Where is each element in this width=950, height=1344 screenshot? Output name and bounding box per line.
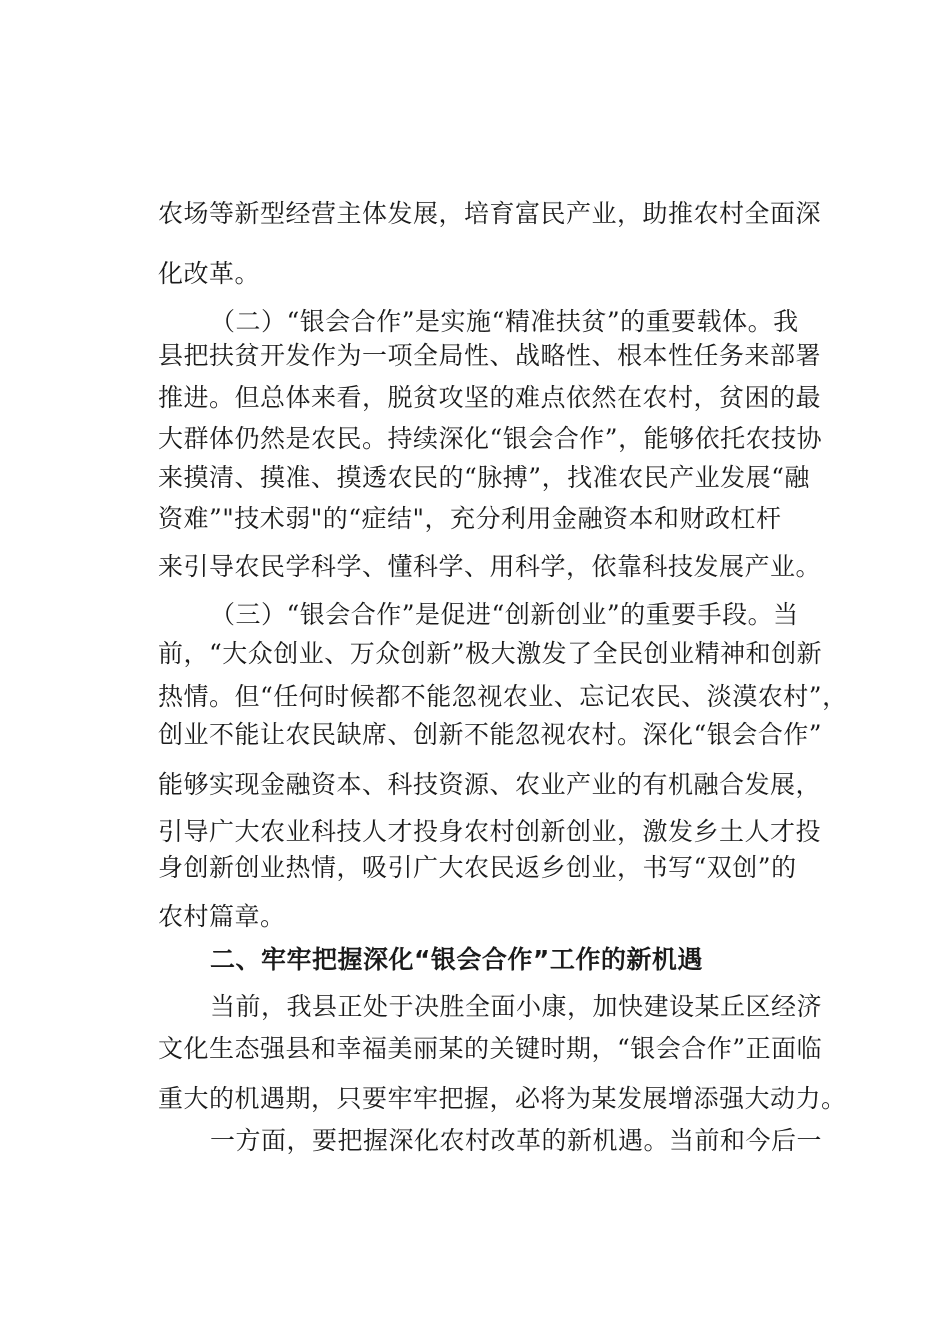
- paragraph-line: 推进。但总体来看，脱贫攻坚的难点依然在农村，贫困的最: [158, 383, 822, 412]
- paragraph-line: 创业不能让农民缺席、创新不能忽视农村。深化“银会合作”: [158, 720, 823, 749]
- paragraph-first-line: 一方面，要把握深化农村改革的新机遇。当前和今后一: [210, 1126, 823, 1155]
- paragraph-line: 能够实现金融资本、科技资源、农业产业的有机融合发展，: [158, 770, 822, 799]
- paragraph-line: 文化生态强县和幸福美丽某的关键时期，“银会合作”正面临: [158, 1034, 823, 1063]
- paragraph-line: 身创新创业热情，吸引广大农民返乡创业，书写“双创”的: [158, 853, 797, 882]
- section-3-first-line: （三）“银会合作”是促进“创新创业”的重要手段。当: [210, 600, 799, 629]
- paragraph-line: 来摸清、摸准、摸透农民的“脉搏”，找准农民产业发展“融: [158, 463, 810, 492]
- paragraph-line: 来引导农民学科学、懂科学、用科学，依靠科技发展产业。: [158, 552, 822, 581]
- paragraph-line: 县把扶贫开发作为一项全局性、战略性、根本性任务来部署: [158, 341, 822, 370]
- paragraph-line: 化改革。: [158, 259, 261, 288]
- paragraph-line: 农村篇章。: [158, 902, 286, 931]
- paragraph-first-line: 当前，我县正处于决胜全面小康，加快建设某丘区经济: [210, 992, 823, 1021]
- paragraph-line: 资难”"技术弱"的“症结"，充分利用金融资本和财政杠杆: [158, 504, 782, 533]
- section-2-first-line: （二）“银会合作”是实施“精准扶贫”的重要载体。我: [210, 307, 799, 336]
- paragraph-line: 重大的机遇期，只要牢牢把握，必将为某发展增添强大动力。: [158, 1084, 847, 1113]
- paragraph-line: 引导广大农业科技人才投身农村创新创业，激发乡土人才投: [158, 817, 822, 846]
- section-heading: 二、牢牢把握深化“银会合作”工作的新机遇: [210, 945, 703, 974]
- paragraph-line: 前，“大众创业、万众创新”极大激发了全民创业精神和创新: [158, 639, 823, 668]
- paragraph-line: 大群体仍然是农民。持续深化“银会合作”，能够依托农技协: [158, 424, 823, 453]
- paragraph-line: 农场等新型经营主体发展，培育富民产业，助推农村全面深: [158, 199, 822, 228]
- paragraph-line: 热情。但“任何时候都不能忽视农业、忘记农民、淡漠农村”，: [158, 682, 848, 711]
